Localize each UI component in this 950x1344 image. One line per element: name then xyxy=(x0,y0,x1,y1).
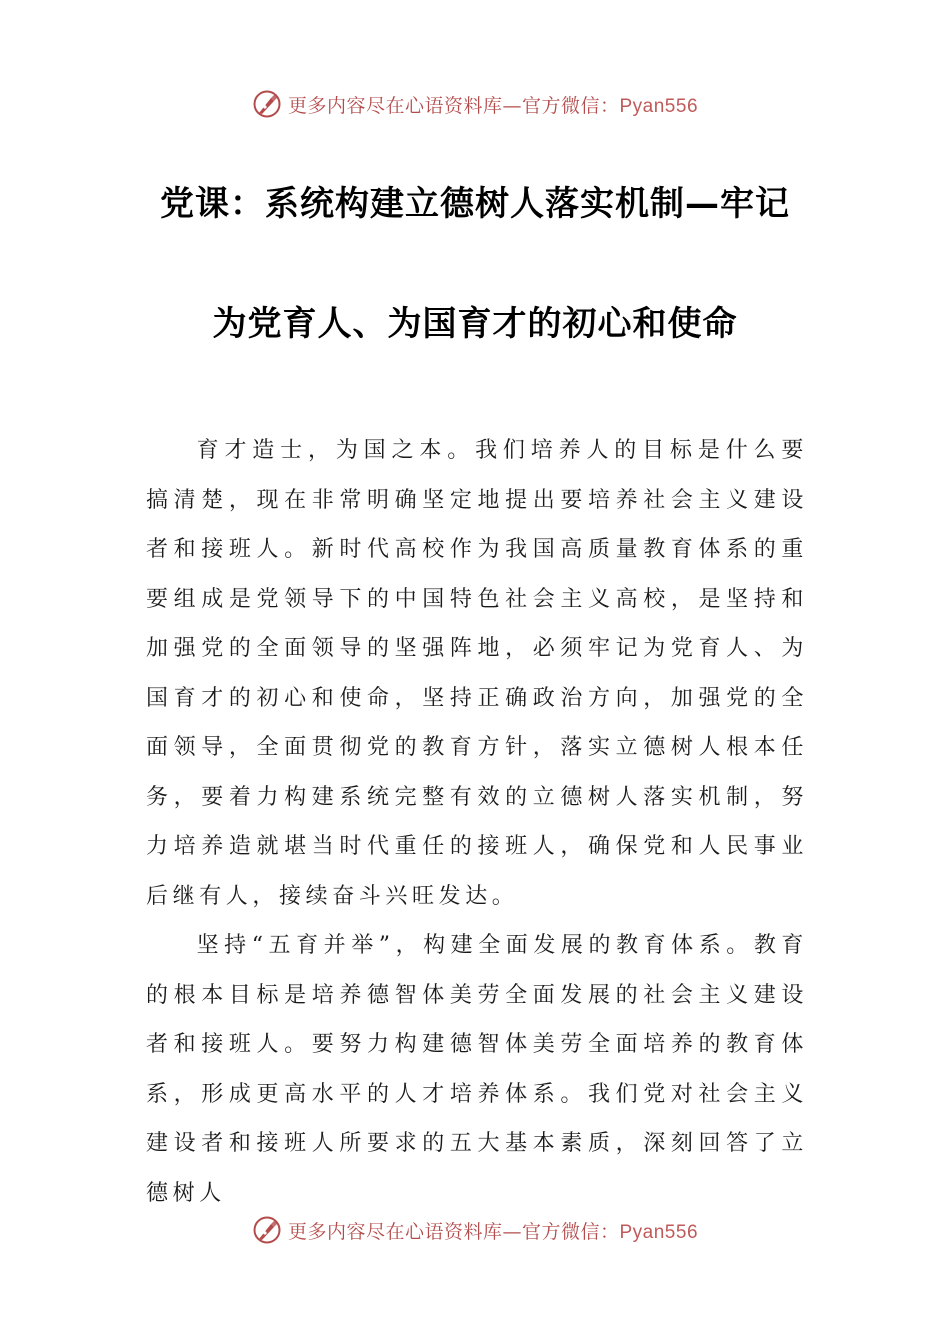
pen-nib-logo-icon xyxy=(252,89,282,119)
document-body xyxy=(146,426,808,1218)
watermark-text: 更多内容尽在心语资料库—官方微信：Pyan556 xyxy=(287,1220,699,1243)
footer-watermark xyxy=(0,1210,950,1250)
header-watermark xyxy=(0,84,950,124)
paragraph: 育才造士，为国之本。我们培养人的目标是什么要搞清楚，现在非常明确坚定地提出要培养社会主义建设者和接班人。新时代高校作为我国高质量教育体系的重要组成是党领导下的中国特色社会主义高校，是坚持和加强党的全面领导的坚强阵地，必须牢记为党育人、为国育才的初心和使命，坚持正确政治方向，加强党的全面领导，全面贯彻党的教育方针，落实立德树人根本任务，要着力构建系统完整有效的立德树人落实机制，努力培养造就堪当时代重任的接班人，确保党和人民事业后继有人，接续奋斗兴旺发达。 xyxy=(146,438,808,909)
pen-nib-logo-icon xyxy=(252,1215,282,1245)
watermark-text: 更多内容尽在心语资料库—官方微信：Pyan556 xyxy=(287,94,699,117)
document-title-line-1: 党课：系统构建立德树人落实机制—牢记 xyxy=(160,184,790,224)
paragraph: 坚持“五育并举”，构建全面发展的教育体系。教育的根本目标是培养德智体美劳全面发展的社会主义建设者和接班人。要努力构建德智体美劳全面培养的教育体系，形成更高水平的人才培养体系。我们党对社会主义建设者和接班人所要求的五大基本素质，深刻回答了立德树人 xyxy=(146,933,808,1206)
document-title-line-2: 为党育人、为国育才的初心和使命 xyxy=(212,304,738,344)
